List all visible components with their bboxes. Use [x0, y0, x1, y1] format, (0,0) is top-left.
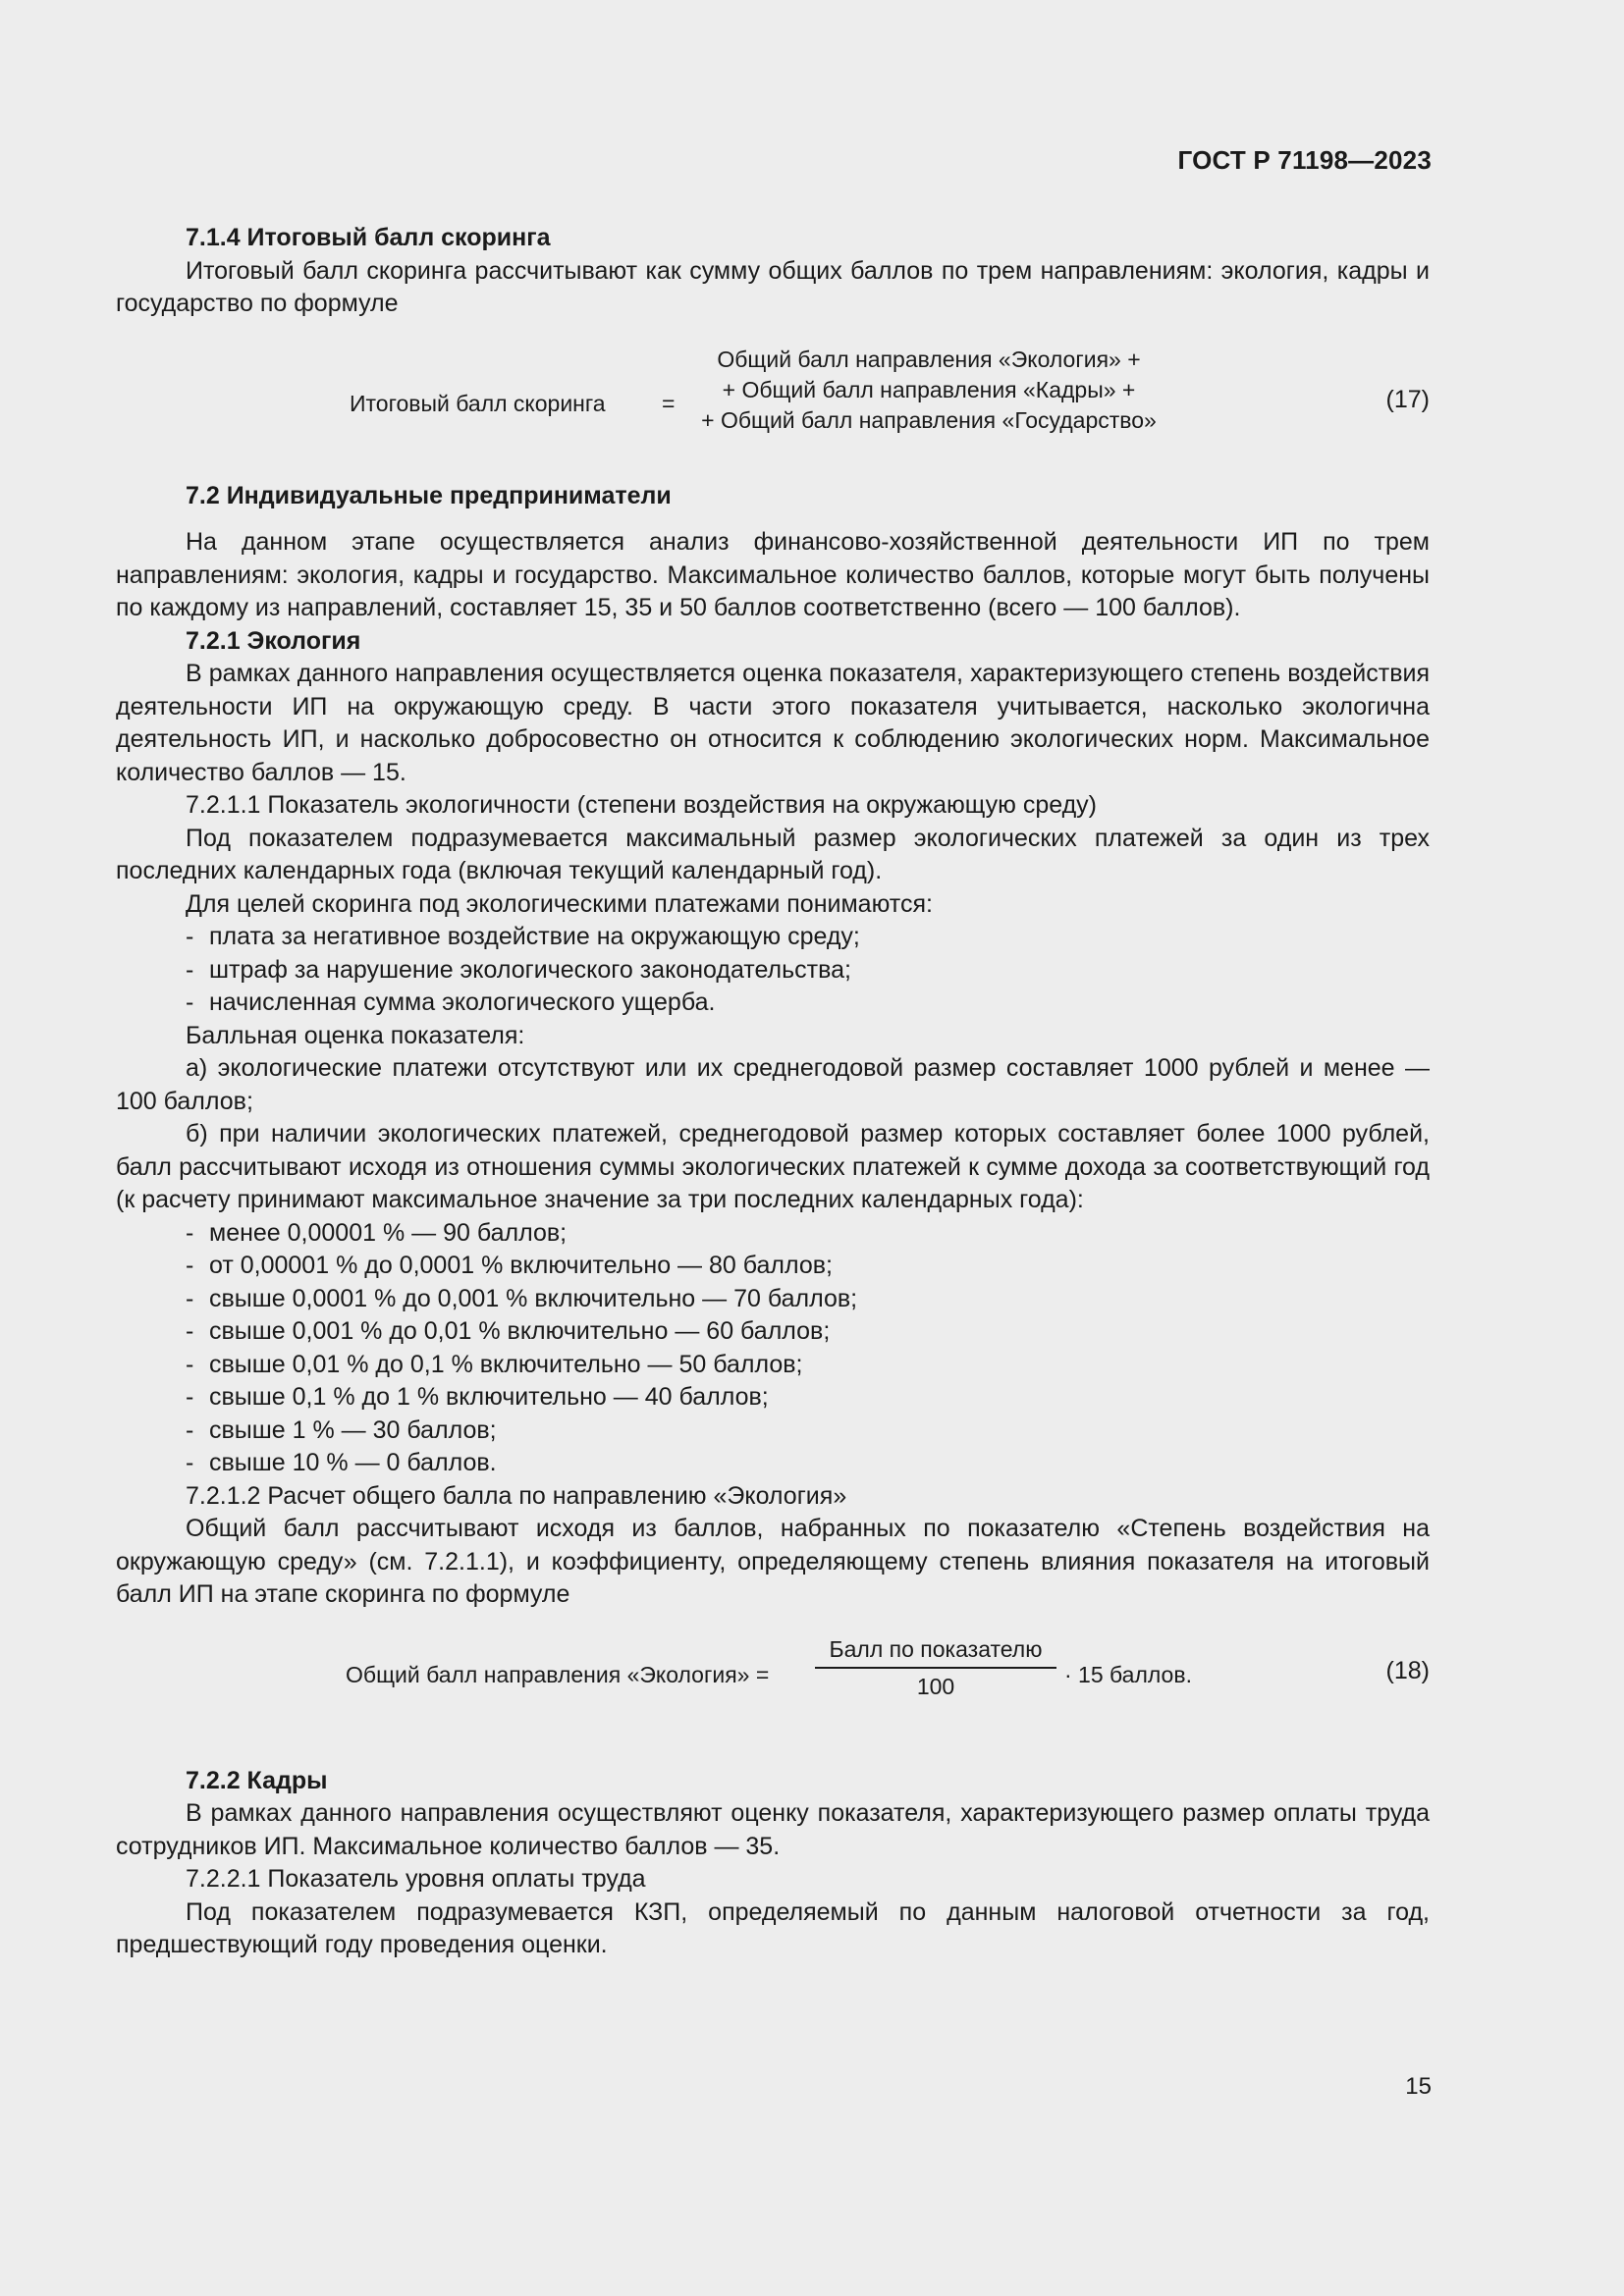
section-7-2-1-1-text: Под показателем подразумевается максимальный размер экологических платежей за один из трех последних календарных года (включая текущий календарный год).: [116, 824, 1430, 884]
section-7-2-2-1-text: Под показателем подразумевается КЗП, определяемый по данным налоговой отчетности за год, предшествующий году проведения оценки.: [116, 1897, 1430, 1958]
section-7-2-1-heading: 7.2.1 Экология: [186, 626, 361, 655]
section-7-2-text: На данном этапе осуществляется анализ финансово-хозяйственной деятельности ИП по трем направлениям: экология, кадры и государство. Максимальное количество баллов, которые могут быть получены по каждому из направлений, составляет 15, 35 и 50 баллов соответственно (всего — 100 баллов).: [116, 528, 1430, 621]
section-7-2-1-2-text: Общий балл рассчитывают исходя из баллов, набранных по показателю «Степень воздействия на окружающую среду» (см. 7.2.1.1), и коэффициенту, определяющему степень влияния показателя на итоговый балл ИП на этапе скоринга по формуле: [116, 1515, 1430, 1608]
section-7-2-1-1-heading: 7.2.1.1 Показатель экологичности (степени воздействия на окружающую среду): [186, 791, 1098, 819]
formula-18-tail: · 15 баллов.: [1064, 1661, 1192, 1687]
section-7-2-2-1-heading: 7.2.2.1 Показатель уровня оплаты труда: [186, 1865, 646, 1893]
formula-17-line: + Общий балл направления «Кадры» +: [722, 376, 1136, 402]
list-item: - от 0,00001 % до 0,0001 % включительно — 80 баллов;: [186, 1252, 833, 1279]
page-content: [116, 222, 1430, 1962]
standard-code: ГОСТ Р 71198—2023: [1177, 145, 1432, 175]
formula-18-denominator: 100: [916, 1673, 955, 1699]
formula-17-number: (17): [1385, 385, 1430, 413]
section-7-2-1-2-heading: 7.2.1.2 Расчет общего балла по направлению «Экология»: [186, 1481, 847, 1510]
formula-18-number: (18): [1385, 1656, 1430, 1684]
list-item: - свыше 0,01 % до 0,1 % включительно — 50 баллов;: [186, 1350, 803, 1378]
section-7-2-1-1-text: Для целей скоринга под экологическими платежами понимаются:: [186, 889, 933, 918]
section-7-2-1-1-text: Балльная оценка показателя:: [186, 1021, 525, 1049]
formula-18: [116, 1633, 1430, 1728]
list-item: - свыше 1 % — 30 баллов;: [186, 1415, 497, 1444]
list-item: - штраф за нарушение экологического законодательства;: [186, 955, 851, 984]
formula-18-fraction: [815, 1633, 1056, 1702]
list-item: - свыше 0,0001 % до 0,001 % включительно — 70 баллов;: [186, 1284, 858, 1312]
formula-17-label: Итоговый балл скоринга: [350, 390, 606, 416]
formula-17: [116, 345, 1430, 462]
section-7-2-2-text: В рамках данного направления осуществляют оценку показателя, характеризующего размер оплаты труда сотрудников ИП. Максимальное количество баллов — 35.: [116, 1799, 1430, 1860]
formula-17-equals: =: [662, 390, 676, 416]
list-item: - свыше 0,001 % до 0,01 % включительно — 60 баллов;: [186, 1317, 831, 1345]
section-7-1-4-heading: 7.1.4 Итоговый балл скоринга: [186, 224, 551, 251]
formula-18-numerator: Балл по показателю: [815, 1633, 1056, 1669]
formula-17-line: + Общий балл направления «Государство»: [701, 406, 1157, 433]
list-item: - начисленная сумма экологического ущерба.: [186, 988, 716, 1016]
formula-17-rhs: [666, 345, 1192, 436]
list-item: - менее 0,00001 % — 90 баллов;: [186, 1218, 568, 1247]
item-b: б) при наличии экологических платежей, среднегодовой размер которых составляет более 1000 рублей, балл рассчитывают исходя из отношения суммы экологических платежей к сумме дохода за соответствующий год (к расчету принимают максимальное значение за три последних календарных года):: [116, 1120, 1430, 1213]
item-a: а) экологические платежи отсутствуют или их среднегодовой размер составляет 1000 рублей и менее — 100 баллов;: [116, 1054, 1430, 1115]
list-item: - плата за негативное воздействие на окружающую среду;: [186, 923, 860, 950]
formula-18-label: Общий балл направления «Экология» =: [346, 1661, 770, 1687]
section-7-2-2-heading: 7.2.2 Кадры: [186, 1766, 328, 1794]
section-7-1-4-text: Итоговый балл скоринга рассчитывают как сумму общих баллов по трем направлениям: экология, кадры и государство по формуле: [116, 256, 1430, 317]
list-item: - свыше 10 % — 0 баллов.: [186, 1449, 497, 1476]
page-number: 15: [1405, 2073, 1432, 2100]
section-7-2-1-text: В рамках данного направления осуществляется оценка показателя, характеризующего степень воздействия деятельности ИП на окружающую среду. В части этого показателя учитывается, насколько экологична деятельность ИП, и насколько добросовестно он относится к соблюдению экологических норм. Максимальное количество баллов — 15.: [116, 660, 1430, 786]
list-item: - свыше 0,1 % до 1 % включительно — 40 баллов;: [186, 1383, 769, 1411]
section-7-2-heading: 7.2 Индивидуальные предприниматели: [186, 481, 672, 509]
formula-17-line: Общий балл направления «Экология» +: [717, 346, 1141, 372]
